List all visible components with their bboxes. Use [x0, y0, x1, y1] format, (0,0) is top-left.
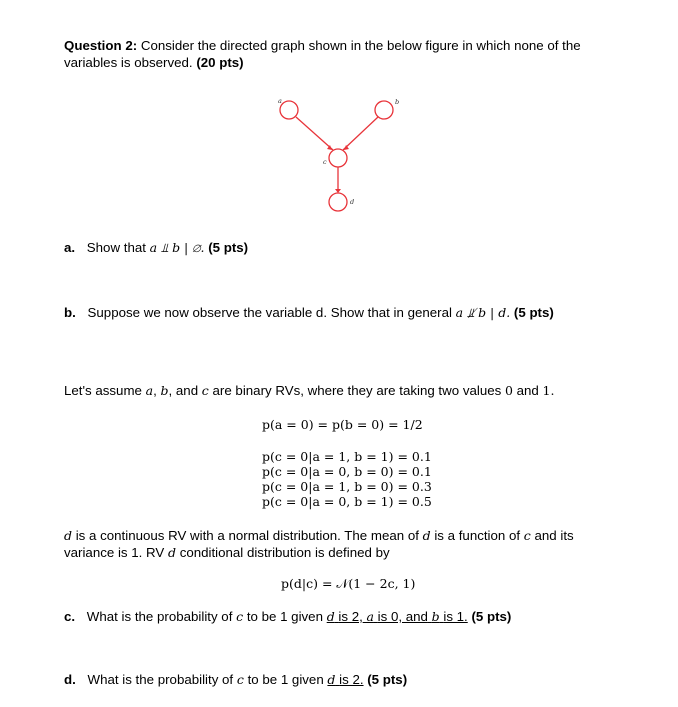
part-b-math: a ⫫̸ b | d. [455, 305, 511, 320]
part-d-cond-d-text: is 2. [339, 672, 364, 687]
part-d-cond-d: d [327, 672, 336, 687]
part-d [64, 672, 407, 687]
node-a [280, 101, 298, 119]
cond-equation-4: p(c = 0|a = 0, b = 1) = 0.5 [262, 494, 432, 509]
d-desc-text1: is a continuous RV with a normal distribution. The mean of [75, 528, 419, 543]
edge-a-c [296, 117, 333, 150]
part-c-cond-a: a [366, 609, 374, 624]
node-label-d: d [350, 198, 355, 206]
part-c-cond-b-text: is 1. [443, 609, 468, 624]
d-desc-end2: conditional distribution is defined by [179, 545, 390, 560]
directed-graph-figure [270, 92, 410, 218]
cond-equation-1: p(c = 0|a = 1, b = 1) = 0.1 [262, 449, 432, 464]
part-c-condition [327, 609, 468, 624]
question-heading: Question 2: [64, 38, 138, 53]
part-c-mid: to be 1 given [246, 609, 323, 624]
assume-var-b: b [160, 383, 169, 398]
node-b [375, 101, 393, 119]
d-description-line1 [64, 528, 574, 543]
part-a [64, 240, 248, 256]
part-a-text: Show that [86, 240, 146, 255]
d-desc-var-c: c [523, 528, 531, 543]
part-b [64, 305, 554, 321]
part-d-var-c: c [236, 672, 244, 687]
assume-var-a: a [145, 383, 154, 398]
assume-and: , and [168, 383, 199, 398]
part-c-label: c. [64, 609, 76, 624]
normal-equation: p(d|c) = 𝒩(1 − 2c, 1) [281, 576, 416, 591]
part-c-cond-b: b [431, 609, 440, 624]
part-b-text: Suppose we now observe the variable d. Show that in general [87, 305, 452, 320]
d-desc-var-d: d [64, 528, 73, 543]
part-d-text: What is the probability of [87, 672, 234, 687]
part-d-condition [327, 672, 363, 687]
d-desc-text2: variance is 1. RV [64, 545, 165, 560]
part-c-cond-d: d [326, 609, 335, 624]
part-b-points: (5 pts) [513, 305, 554, 320]
node-label-c: c [323, 158, 327, 166]
d-desc-end: and its [534, 528, 574, 543]
node-label-b: b [395, 98, 400, 106]
arrowhead-c-d [335, 189, 341, 193]
assume-value-0: 0 [504, 383, 513, 398]
question-intro-line1: Consider the directed graph shown in the below figure in which none of the [140, 38, 581, 53]
node-c [329, 149, 347, 167]
question-intro-line2: variables is observed. [64, 55, 193, 70]
part-a-math: a ⫫ b | ∅. [149, 240, 205, 255]
d-desc-mid: is a function of [434, 528, 521, 543]
question-heading-line2 [64, 55, 244, 70]
part-c [64, 609, 511, 624]
edge-b-c [343, 117, 378, 150]
cond-equation-2: p(c = 0|a = 0, b = 0) = 0.1 [262, 464, 432, 479]
assume-value-1: 1. [542, 383, 555, 398]
cond-equation-3: p(c = 0|a = 1, b = 0) = 0.3 [262, 479, 432, 494]
assume-rest: are binary RVs, where they are taking two values [212, 383, 502, 398]
d-description-line2 [64, 545, 390, 560]
prior-equation: p(a = 0) = p(b = 0) = 1/2 [262, 417, 423, 432]
part-b-label: b. [64, 305, 76, 320]
assume-prefix: Let's assume [64, 383, 142, 398]
assume-and2: and [516, 383, 539, 398]
node-d [329, 193, 347, 211]
d-desc-var-d3: d [167, 545, 176, 560]
part-c-cond-d-text: is 2, [338, 609, 363, 624]
part-a-label: a. [64, 240, 76, 255]
part-c-text: What is the probability of [86, 609, 233, 624]
node-label-a: a [278, 97, 282, 105]
part-d-points: (5 pts) [367, 672, 408, 687]
d-desc-var-d2: d [422, 528, 431, 543]
question-points: (20 pts) [196, 55, 244, 70]
part-a-points: (5 pts) [208, 240, 249, 255]
question-heading-line1 [64, 38, 581, 53]
part-d-label: d. [64, 672, 76, 687]
part-c-var-c: c [236, 609, 244, 624]
assumption-line: Let's assume a, b, and c are binary RVs, where they are taking two values 0 and 1. [64, 383, 555, 398]
part-d-mid: to be 1 given [247, 672, 324, 687]
part-c-cond-a-text: is 0, and [377, 609, 428, 624]
assume-var-c: c [201, 383, 209, 398]
part-c-points: (5 pts) [471, 609, 512, 624]
